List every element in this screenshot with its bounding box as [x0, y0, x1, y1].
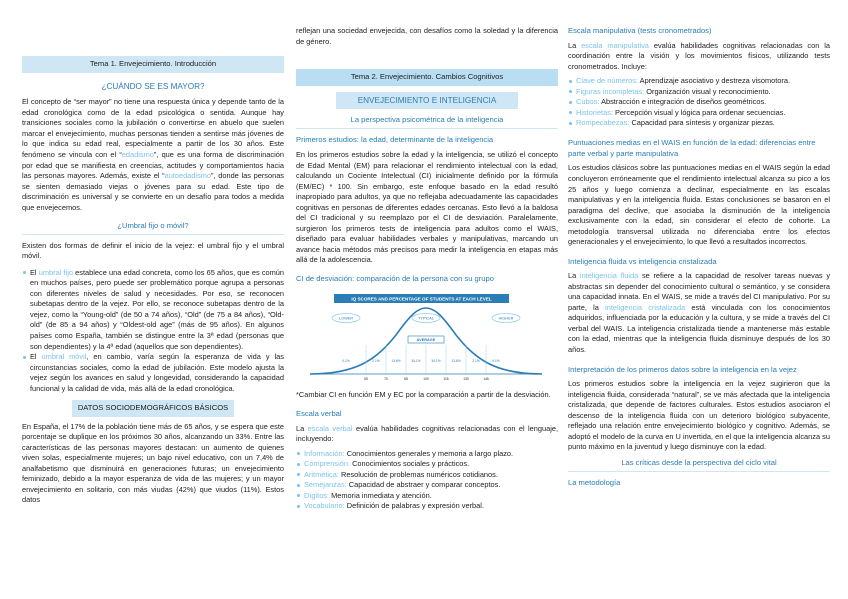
- paragraph-datos: En España, el 17% de la población tiene más de 65 años, y se espera que este porcentaje se duplique en los próximos 30 años, alcanzando un 33%. Entre las características de las personas mayores destacan: un aumento de quienes viven solas, especialmente mujeres; un bajo nivel educativo, con un 7,4% de analfabetismo que disminuirá en generaciones futuras; un envejecimiento feminizado, debido a la mayor esperanza de vida de las mujeres; y un mayor envejecimiento en solitario, con más viudas (42%) que viudos (11%). Estos datos: [22, 421, 284, 505]
- list-item-keyword: Historietas:: [576, 107, 613, 117]
- graph-iq-label: 130: [463, 377, 469, 382]
- graph-banner-text: IQ SCORES AND PERCENTAGE OF STUDENTS AT EACH LEVEL: [351, 297, 492, 303]
- lower-label: LOWER: [339, 317, 353, 322]
- paragraph-primeros-estudios: En los primeros estudios sobre la edad y la inteligencia, se utilizó el concepto de Edad Mental (EM) para relacionar el rendimiento intelectual con la edad, calculando un Cociente Intelectual (CI) inicialmente definido por la fórmula (EM/EC) * 100. Sin embargo, este enfoque basado en la edad resultó inapropiado para adultos, ya que no reflejaba adecuadamente las capacidades cognitivas en personas de diferentes edades cercanas. Esto llevó a la baldosa del CI tradicional y su reemplazo por el CI de desviación. Paralelamente, surgieron los primeros tests de inteligencia para adultos como el WAIS, diseñado para evaluar habilidades verbales y manipulativas, marcando un avance hacia métodos más precisos para medir la inteligencia en etapas más allá de la adolescencia.: [296, 150, 558, 265]
- list-item-keyword: Cubos:: [576, 97, 600, 107]
- list-item-text: Conocimientos sociales y prácticos.: [350, 459, 470, 469]
- heading-criticas: Las críticas desde la perspectiva del ciclo vital: [568, 458, 830, 472]
- heading-cuando-mayor: ¿CUÁNDO SE ES MAYOR?: [101, 81, 205, 91]
- paragraph-escala-manipulativa: La escala manipulativa evalúa habilidades cognitivas relacionadas con la coordinación entre la visión y los movimientos físicos, utilizando tests cronometrados. Incluye:: [568, 40, 830, 71]
- section-title-datos: DATOS SOCIODEMOGRÁFICOS BÁSICOS: [72, 400, 234, 417]
- graph-percent-label: 0.1%: [342, 359, 350, 364]
- list-item-text: Aprendizaje asociativo y destreza visomotora.: [638, 76, 791, 86]
- list-item: [568, 87, 830, 98]
- manipulative-subtests-list: [568, 76, 830, 129]
- paragraph-umbral-intro: Existen dos formas de definir el inicio de la vejez: el umbral fijo y el umbral móvil.: [22, 240, 284, 261]
- heading-envejecimiento-inteligencia: ENVEJECIMIENTO E INTELIGENCIA: [336, 92, 518, 110]
- heading-umbral: ¿Umbral fijo o móvil?: [22, 221, 284, 235]
- graph-iq-label: 85: [404, 377, 408, 382]
- list-item-text: Resolución de problemas numéricos cotidianos.: [338, 469, 498, 479]
- paragraph-continuation: reflejan una sociedad envejecida, con desafíos como la soledad y la diferencia de género.: [296, 26, 558, 46]
- list-item-keyword: Figuras incompletas:: [576, 86, 645, 96]
- heading-primeros-estudios: Primeros estudios: la edad, determinante de la inteligencia: [296, 135, 494, 145]
- graph-iq-labels: [364, 377, 489, 381]
- paragraph-cambiar-ci: *Cambiar CI en función EM y EC por la comparación a partir de la desviación.: [296, 390, 551, 400]
- list-item-text: Capacidad de abstraer y comparar conceptos.: [346, 480, 501, 490]
- keyword-umbral-movil: umbral móvil: [41, 352, 87, 362]
- list-item: [568, 76, 830, 87]
- list-item-text: Definición de palabras y expresión verbal.: [344, 501, 484, 511]
- heading-perspectiva-psicometrica: La perspectiva psicométrica de la inteligencia: [296, 115, 558, 129]
- list-item-keyword: Información:: [304, 448, 345, 458]
- graph-percent-label: 0.1%: [492, 359, 500, 364]
- graph-iq-label: 70: [384, 377, 388, 382]
- section-title-tema-1: Tema 1. Envejecimiento. Introducción: [22, 56, 284, 73]
- graph-percent-label: 13.6%: [391, 359, 401, 364]
- paragraph-fluida-cristalizada: La inteligencia fluida se refiere a la capacidad de resolver tareas nuevas y abstractas sin depender del conocimiento cultural o semántico, y se considera una capacidad innata. En el WAIS, se mide a través del CI manipulativo. Por su parte, la inteligencia cristalizada está vinculada con los conocimientos adquiridos, influenciada por la educación y la cultura, y se mide a través del CI verbal del WAIS. La inteligencia cristalizada tiende a mantenerse más estable con la edad, mientras que la inteligencia fluida disminuye después de los 30 años.: [568, 271, 831, 354]
- graph-iq-label: 115: [443, 377, 449, 382]
- heading-puntuaciones-wais: Puntuaciones medias en el WAIS en función de la edad: diferencias entre parte verbal y parte manipulativa: [568, 137, 816, 158]
- column-3: [568, 0, 830, 599]
- iq-distribution-graph: [296, 290, 558, 382]
- keyword-inteligencia-cristalizada: inteligencia cristalizada: [605, 302, 686, 312]
- heading-metodologia: La metodología: [568, 477, 621, 487]
- list-item-umbral-movil: El umbral móvil, en cambio, varía según la esperanza de vida y las circunstancias sociales, como la edad de jubilación. Este modelo ajusta la vejez según los avances en salud y longevidad, considerando la capacidad funcional y la calidad de vida, más allá de la edad cronológica.: [22, 352, 284, 394]
- list-item-text: Conocimientos generales y memoria a largo plazo.: [344, 448, 514, 458]
- graph-percent-label: 13.6%: [451, 359, 461, 364]
- list-item-keyword: Clave de números:: [576, 76, 639, 86]
- graph-percent-label: 34.1%: [431, 359, 441, 364]
- list-item: [296, 459, 558, 470]
- graph-percent-label: 2.1%: [372, 359, 380, 364]
- list-item: [296, 470, 558, 481]
- list-item: [568, 97, 830, 108]
- verbal-subtests-list: [296, 449, 558, 512]
- graph-percent-label: 34.1%: [411, 359, 421, 364]
- list-item-text: Percepción visual y lógica para ordenar secuencias.: [612, 107, 786, 117]
- list-item: [568, 108, 830, 119]
- average-label: AVERAGE: [416, 338, 436, 343]
- keyword-edadismo: edadismo: [121, 150, 154, 159]
- keyword-autoedadismo: autoedadismo: [164, 171, 212, 181]
- graph-iq-label: 55: [364, 377, 368, 382]
- higher-label: HIGHER: [498, 317, 514, 322]
- keyword-escala-manipulativa: escala manipulativa: [581, 40, 649, 50]
- keyword-inteligencia-fluida: inteligencia fluida: [579, 271, 639, 281]
- heading-fluida-cristalizada: Inteligencia fluida vs inteligencia cristalizada: [568, 256, 717, 266]
- list-item-keyword: Aritmética:: [304, 469, 339, 479]
- umbral-list: [22, 268, 284, 394]
- list-item-keyword: Comprensión:: [304, 459, 351, 469]
- list-item-text: Abstracción e integración de diseños geométricos.: [599, 97, 767, 107]
- paragraph-puntuaciones-wais: Los estudios clásicos sobre las puntuaciones medias en el WAIS según la edad concluyeron erróneamente que el rendimiento intelectual alcanza su pico a los 25 años y luego comienza a declinar, especialmente en las escalas manipulativas y en la inteligencia fluida. Estas conclusiones se basaron en el paradigma del declive, que asociaba la disminución de la inteligencia exclusivamente con la edad, sin considerar el efecto de cohorte. La metodología transversal utilizada no diferenciaba entre los efectos generacionales y el envejecimiento, lo que llevó a resultados incorrectos.: [568, 163, 830, 247]
- list-item-keyword: Vocabulario:: [304, 501, 345, 511]
- list-item: [296, 491, 558, 502]
- list-item-umbral-fijo: El umbral fijo establece una edad concreta, como los 65 años, que es común en muchos países, pero puede ser problemático porque agrupa a personas con diferentes niveles de salud y necesidades. Por eso, se reconocen subetapas dentro de la vejez. Por ello, se reconoce subetapas dentro de la vejez, como la “Young-old” (de 50 a 74 años), “Old” (de 75 a 84 años), “Old-old” (de 85 a 94 años) y “Oldest-old age” (más de 95 años). En algunos países como España, también se distingue entre la 3ª edad (personas que son dependientes) y la 4ª edad (aquellos que son dependientes).: [22, 268, 284, 352]
- keyword-escala-verbal: escala verbal: [307, 423, 353, 433]
- list-item: [296, 480, 558, 491]
- heading-escala-manipulativa: Escala manipulativa (tests cronometrados): [568, 26, 712, 35]
- graph-percent-label: 2.1%: [472, 359, 480, 364]
- heading-escala-verbal: Escala verbal: [296, 408, 342, 418]
- bell-curve-svg: [296, 290, 558, 382]
- list-item-text: Capacidad para síntesis y organizar piezas.: [629, 118, 775, 128]
- column-2: [296, 0, 558, 599]
- list-item-keyword: Semejanzas:: [304, 480, 347, 490]
- graph-iq-label: 100: [423, 377, 429, 382]
- paragraph-escala-verbal: La escala verbal evalúa habilidades cognitivas relacionadas con el lenguaje, incluyendo:: [296, 423, 558, 444]
- paragraph-interpretacion: Los primeros estudios sobre la inteligencia en la vejez sugirieron que la inteligencia fluida, considerada “natural”, se ve más afectada que la inteligencia cristalizada, que depende de factores culturales. Estos estudios asociaron el descenso de la inteligencia fluida con un deterioro biológico subyacente, reflejado una relación entre envejecimiento biológico y cognitivo. Además, se adoptó el modelo de la curva en U invertida, en el que la inteligencia alcanza su punto máximo en la juventud y luego disminuye con la edad.: [568, 379, 830, 452]
- heading-ci-desviacion: CI de desviación: comparación de la persona con su grupo: [296, 273, 494, 283]
- list-item-text: Memoria inmediata y atención.: [329, 490, 432, 500]
- heading-interpretacion: Interpretación de los primeros datos sobre la inteligencia en la vejez: [568, 364, 797, 374]
- list-item: [296, 501, 558, 512]
- list-item: [568, 118, 830, 129]
- typical-label: TYPICAL: [418, 317, 434, 322]
- column-1: [22, 0, 284, 599]
- list-item: [296, 449, 558, 460]
- section-title-tema-2: Tema 2. Envejecimiento. Cambios Cognitivos: [296, 69, 558, 86]
- graph-iq-label: 145: [483, 377, 489, 382]
- list-item-keyword: Rompecabezas:: [576, 118, 630, 128]
- list-item-text: Organización visual y reconocimiento.: [644, 86, 771, 96]
- keyword-umbral-fijo: umbral fijo: [38, 267, 73, 277]
- paragraph-ser-mayor: El concepto de “ser mayor” no tiene una respuesta única y depende tanto de la edad cronológica como de la edad psicológica o sentida. Aunque hay transiciones sociales como la jubilación o convertirse en abuelo que suelen marcar el envejecimiento, muchas personas tienden a sentirse más jóvenes de lo que indica su edad real, especialmente a partir de los 30 años. Este fenómeno se vincula con el “edadismo”, que es una forma de discriminación por edad que se manifiesta en creencias, actitudes y comportamientos hacia las personas mayores. Además, existe el “autoedadismo”, donde las personas se sienten demasiado viejas o jóvenes para su edad. Este tipo de discriminación es universal y se convierte en un desafío para todos a medida que envejecemos.: [22, 97, 285, 212]
- list-item-keyword: Dígitos:: [304, 490, 330, 500]
